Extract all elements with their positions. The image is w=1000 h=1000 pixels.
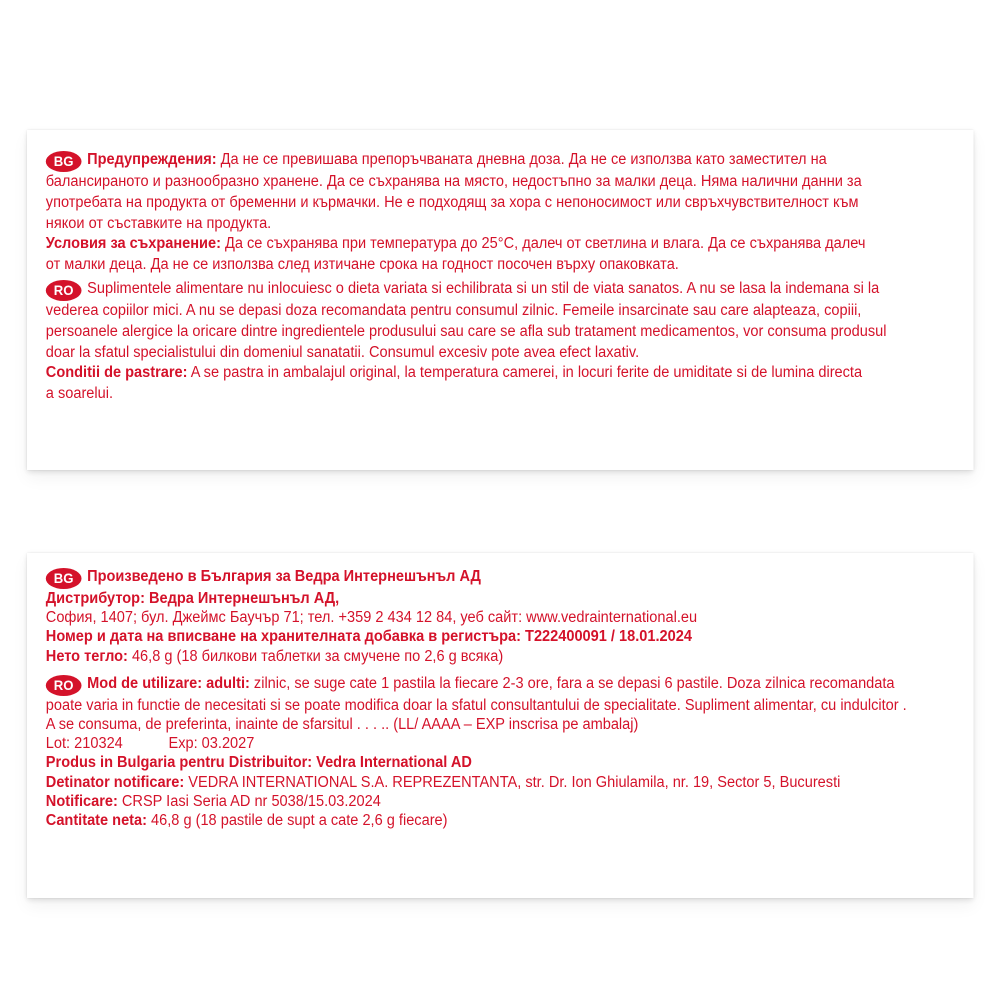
bg-storage-line-1 xyxy=(46,234,953,255)
ro-holder-value: VEDRA INTERNATIONAL S.A. REPREZENTANTA, str. Dr. Ion Ghiulamila, nr. 19, Sector 5, Bucuresti xyxy=(188,773,841,791)
bg-address-line: София, 1407; бул. Джеймс Баучър 71; тел. +359 2 434 12 84, уеб сайт: www.vedrainternational.eu xyxy=(45,609,698,627)
bg-warning-line-4: някои от съставките на продукта. xyxy=(45,214,272,232)
ro-holder-heading: Detinator notificare: xyxy=(45,773,185,791)
bg-produced-text: Произведено в България за Ведра Интернешънъл АД xyxy=(87,568,481,585)
ro-storage-heading: Conditii de pastrare: xyxy=(45,364,188,382)
ro-warning-text: Suplimentele alimentare nu inlocuiesc o dieta variata si echilibrata si un stil de viata sanatos. A nu se lasa la indemana si la xyxy=(87,279,880,297)
ro-quantity-line xyxy=(46,811,953,830)
ro-quantity-value: 46,8 g (18 pastile de supt a cate 2,6 g fiecare) xyxy=(151,812,448,830)
bg-weight-value: 46,8 g (18 билкови таблетки за смучене по 2,6 g всяка) xyxy=(131,647,504,665)
ro-holder-line xyxy=(46,773,953,792)
bg-distributor-line xyxy=(46,589,953,608)
ro-usage-line-1 xyxy=(46,674,953,696)
bg-warning-heading: Предупреждения: xyxy=(87,151,217,168)
bg-produced-line xyxy=(46,567,953,589)
bg-registry-text: Номер и дата на вписване на хранителната добавка в регистъра: Т222400091 / 18.01.2024 xyxy=(45,628,692,646)
ro-exp: Exp: 03.2027 xyxy=(168,735,255,753)
ro-notification-line xyxy=(46,792,953,811)
bg-warning-line-2: балансираното и разнообразно хранене. Да се съхранява на място, недостъпно за малки деца. Няма налични данни за xyxy=(45,173,862,190)
ro-language-badge: RO xyxy=(46,280,82,301)
bg-storage-line-2: от малки деца. Да не се използва след изтичане срока на годност посочен върху опаковката. xyxy=(45,256,679,274)
ro-language-badge-2: RO xyxy=(46,675,82,696)
bg-storage-text: Да се съхранява при температура до 25°C, далеч от светлина и влага. Да се съхранява далеч xyxy=(224,235,866,253)
ro-warning-line-3: persoanele alergice la oricare dintre ingredientele produsului sau care se afla sub tratament medicamentos, vor consuma produsul xyxy=(45,322,887,340)
ro-lot-exp-line xyxy=(46,734,953,753)
ro-usage-heading: Mod de utilizare: adulti: xyxy=(87,674,250,692)
bg-warning-line-1 xyxy=(46,150,953,172)
ro-warning-line-1 xyxy=(46,279,953,301)
bg-warning-line-3: употребата на продукта от бременни и кърмачки. Не е подходящ за хора с непоносимост или свръхчувствителност към xyxy=(45,193,859,211)
ro-notification-value: CRSP Iasi Seria AD nr 5038/15.03.2024 xyxy=(121,792,381,810)
ro-lot: Lot: 210324 xyxy=(45,735,123,753)
ro-notification-heading: Notificare: xyxy=(45,792,118,810)
bg-distributor-text: Дистрибутор: Ведра Интернешънъл АД, xyxy=(45,590,340,607)
bg-registry-line xyxy=(46,627,953,646)
bg-weight-line xyxy=(46,647,953,666)
ro-warning-line-2: vederea copiilor mici. A nu se depasi doza recomandata pentru consumul zilnic. Femeile insarcinate sau care alapteaza, copiii, xyxy=(45,301,862,319)
bg-warning-text: Да не се превишава препоръчваната дневна доза. Да не се използва като заместител на xyxy=(220,151,827,168)
ro-quantity-heading: Cantitate neta: xyxy=(45,812,147,830)
warnings-label xyxy=(27,130,974,470)
ro-storage-line-2: a soarelui. xyxy=(45,385,114,403)
ro-warning-line-4: doar la sfatul specialistului din domeniul sanatatii. Consumul excesiv pote avea efect laxativ. xyxy=(45,343,640,361)
ro-produced-text: Produs in Bulgaria pentru Distribuitor: Vedra International AD xyxy=(45,754,472,772)
ro-usage-line-3: A se consuma, de preferinta, inainte de sfarsitul . . . .. (LL/ AAAA – EXP inscrisa pe ambalaj) xyxy=(45,716,639,734)
ro-produced-line xyxy=(46,753,953,772)
ro-usage-line-2: poate varia in functie de necesitati si se poate modifica doar la sfatul consultantului de specialitate. Supliment alimentar, cu indulcitor . xyxy=(45,696,907,714)
product-info-label xyxy=(27,553,974,898)
bg-storage-heading: Условия за съхранение: xyxy=(45,235,221,253)
bg-language-badge-2: BG xyxy=(46,568,82,589)
ro-usage-text: zilnic, se suge cate 1 pastila la fiecare 2-3 ore, fara a se depasi 6 pastile. Doza zilnica recomandata xyxy=(253,674,895,692)
bg-language-badge: BG xyxy=(46,151,82,172)
ro-storage-line-1 xyxy=(46,363,953,384)
bg-weight-heading: Нето тегло: xyxy=(45,647,128,665)
ro-storage-text: A se pastra in ambalajul original, la temperatura camerei, in locuri ferite de umiditate si de lumina directa xyxy=(190,364,863,382)
